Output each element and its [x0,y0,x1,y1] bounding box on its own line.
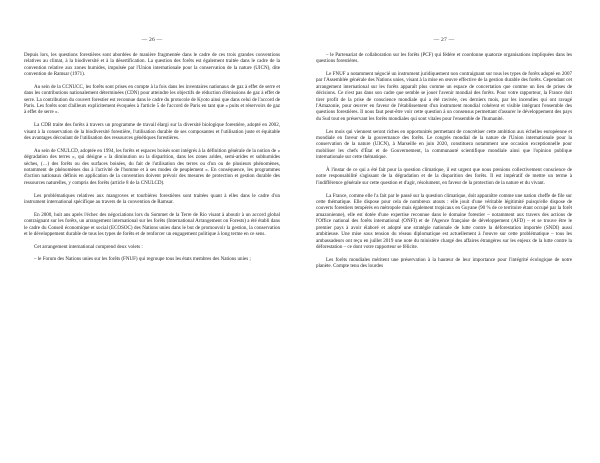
paragraph: Les problématiques relatives aux mangroves et tourbières forestières sont traitées quant à elles dans le cadre d'un instrument international spécifique au travers de la convention de Ramsar. [24,192,280,205]
paragraph: La CDB traite des forêts à travers un programme de travail élargi sur la diversité biologique forestière, adopté en 2002, visant à la conservation de la biodiversité forestière, l'utilisation durable de ses composantes et l'utilisation juste et équitable des avantages découlant de l'utilisation des ressources génétiques forestières. [24,122,280,141]
paragraph: – le Forum des Nations unies sur les forêts (FNUF) qui regroupe tous les états membres des Nations unies ; [34,256,251,263]
paragraph: Le FNUF a notamment négocié un instrument juridiquement non contraignant sur tous les types de forêts adopté en 2007 par l'Assemblée générale des Nations unies, visant à la mise en œuvre effective de la gestion durable des forêts. Cependant cet arrangement international sur les forêts apparaît plus comme un espace de concertation que comme un lieu de prises de décisions. Ce n'est pas dans son cadre que semble se jouer l'avenir mondial des forêts. Pour votre rapporteur, la France doit tirer profit de la prise de conscience mondiale qui a été ravivée, ces derniers mois, par les incendies qui ont ravagé l'Amazonie, pour œuvrer en faveur de l'établissement d'un instrument mondial cohérent et visible intégrant l'ensemble des questions forestières. Il nous faut peut-être voir cette question à un consensus permettant d'assurer le développement des pays du Sud tout en préservant les forêts mondiales qui sont vitales pour l'ensemble de l'humanité. [316,70,572,122]
paragraph: – le Partenariat de collaboration sur les forêts (PCF) qui fédère et coordonne quatorze organisations impliquées dans les questions forestières. [316,51,572,65]
paragraph: Au sein de CNULCD, adoptée en 1994, les forêts et espaces boisés sont intégrés à la définition générale de la notion de « dégradation des terres », qui désigne « la diminution ou la disparition, dans les zones arides, semi-arides et subhumides sèches, (…) des forêts ou des surfaces boisées, du fait de l'utilisation des terres ou d'un ou de plusieurs phénomènes, notamment de phénomènes dus à l'activité de l'homme et à ses modes de peuplement ». En conséquence, les programmes d'action nationaux définis en application de la convention doivent prévoir des mesures de protection et gestion durable des ressources naturelles, y compris des forêts (article 8 de la CNULCD). [24,147,280,186]
paragraph: En 2000, huit ans après l'échec des négociations lors du Sommet de la Terre de Rio visant à aboutir à un accord global contraignant sur les forêts, un arrangement international sur les forêts (International Arrangement on Forests) a été établi dans le cadre du Conseil économique et social (ECOSOC) des Nations unies dans le but de promouvoir la gestion, la conservation et le développement durable de tous les types de forêts et de renforcer un engagement politique à long terme en ce sens. [24,211,280,237]
right-page [316,0,572,276]
left-page [24,0,280,269]
paragraph: Depuis lors, les questions forestières sont abordées de manière fragmentée dans le cadre de ces trois grandes conventions relatives au climat, à la biodiversité et à la désertification. La question des forêts est également traitée dans le cadre de la convention relative aux zones humides, impulsée par l'Union internationale pour la conservation de la nature (UICN), dite convention de Ramsar (1971). [24,51,280,77]
paragraph: À l'instar de ce qui a été fait pour la question climatique, il est urgent que nous prenions collectivement conscience de notre responsabilité s'agissant de la dégradation et de la disparition des forêts. Il est impératif de mettre un terme à l'indifférence générale sur cette question et d'agir, résolument, en faveur de la protection de la nature et du vivant. [316,166,572,186]
paragraph: Les forêts mondiales méritent une préservation à la hauteur de leur importance pour l'intégrité écologique de notre planète. Compte tenu des lourdes [316,256,572,270]
page-number: — 27 — [433,37,455,43]
paragraph: Cet arrangement international comprend deux volets : [34,243,143,250]
paragraph: Les mois qui viennent seront riches en opportunités permettant de concrétiser cette ambition aux échelles européenne et mondiale en faveur de la gouvernance des forêts. Le congrès mondial de la nature de l'Union internationale pour la conservation de la nature (UICN), à Marseille en juin 2020, constituera notamment une occasion exceptionnelle pour mobiliser les chefs d'État et de Gouvernement, la communauté scientifique mondiale ainsi que l'opinion publique internationale sur cette thématique. [316,128,572,161]
paragraph: La France, comme elle l'a fait par le passé sur la question climatique, doit apparaître comme une nation cheffe de file sur cette thématique. Elle dispose pour cela de nombreux atouts : elle jouit d'une véritable légitimité puisqu'elle dispose de couverts forestiers tempérés en métropole mais également tropicaux en Guyane (90 % de ce territoire étant occupé par la forêt amazonienne), elle est dotée d'une expertise reconnue dans le domaine forestier – notamment aux travers des actions de l'Office national des forêts international (ONFI) et de l'Agence française de développement (AFD) – et se trouve être le premier pays à avoir élaboré et adopté une stratégie nationale de lutte contre la déforestation importée (SNDI) aussi ambitieuse. Une mise sous tension du réseau diplomatique est actuellement à l'œuvre sur cette problématique – tous les ambassadeurs ont reçu en juillet 2019 une note du ministère chargé des affaires étrangères sur les enjeux de la lutte contre la déforestation – ce dont votre rapporteur se félicite. [316,192,572,251]
paragraph: Au sein de la CCNUCC, les forêts sont prises en compte à la fois dans les inventaires nationaux de gaz à effet de serre et dans les contributions nationalement déterminées (CDN) pour atteindre les objectifs de réduction d'émissions de gaz à effet de serre. La contribution du couvert forestier est reconnue dans le cadre du protocole de Kyoto ainsi que dans celui de l'accord de Paris. Les forêts sont d'ailleurs explicitement évoquées à l'article 5 de l'accord de Paris en tant que « puits et réservoirs de gaz à effet de serre ». [24,83,280,116]
page-number: — 26 — [141,37,163,43]
